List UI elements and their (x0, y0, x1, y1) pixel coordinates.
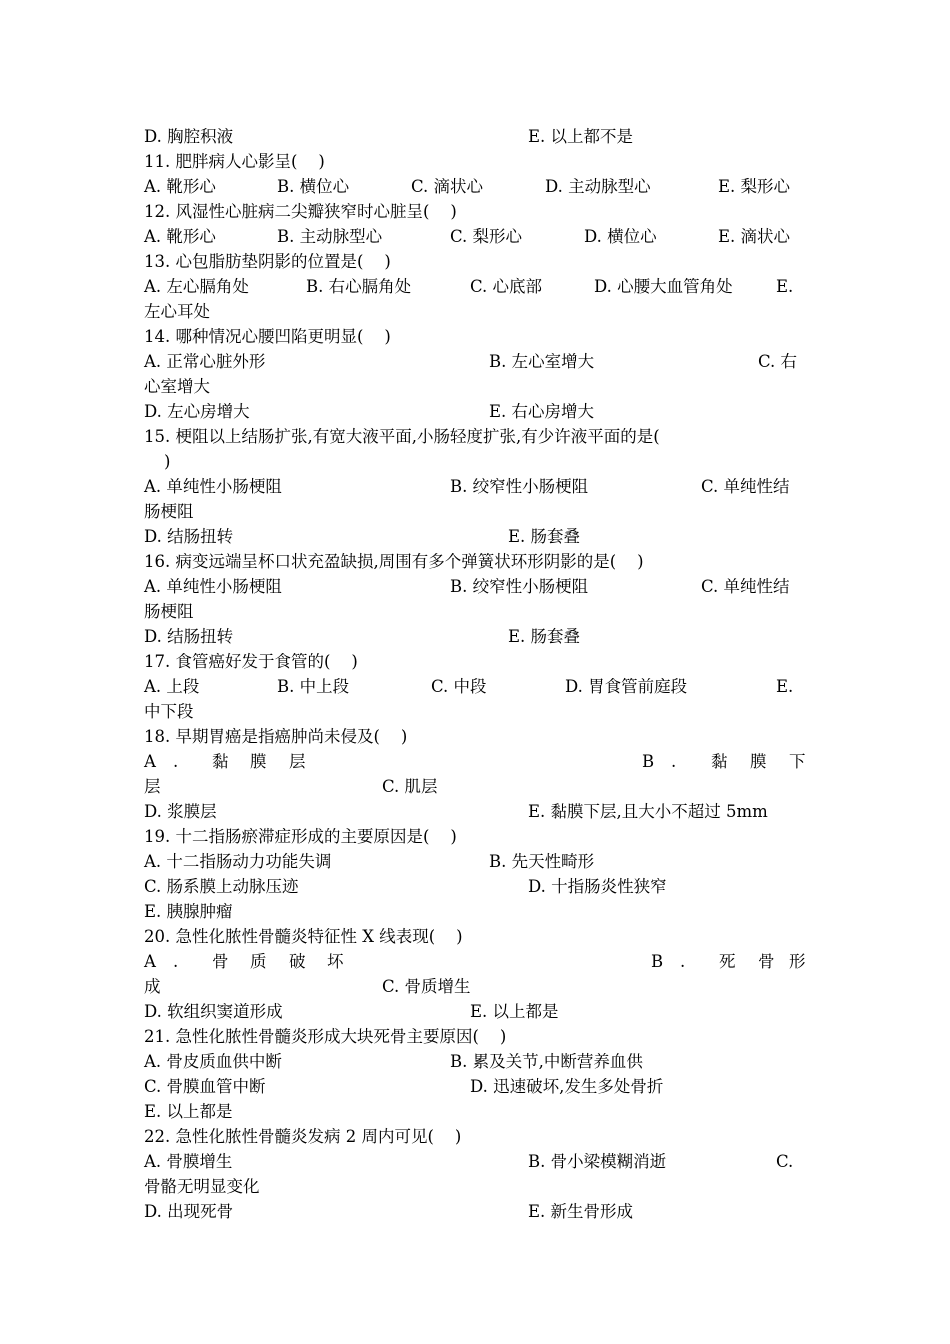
text-fragment: . (680, 952, 686, 971)
text-line (144, 625, 806, 649)
text-fragment: 12. 风湿性心脏病二尖瓣狭窄时心脏呈( ) (144, 202, 457, 221)
text-fragment: 层 (289, 752, 306, 771)
text-line (144, 225, 806, 249)
text-fragment: 黏 (711, 752, 728, 771)
text-line (144, 700, 806, 724)
text-fragment: C. 滴状心 (411, 177, 484, 196)
text-fragment: D. 迅速破坏,发生多处骨折 (470, 1077, 664, 1096)
text-line (144, 550, 806, 574)
text-fragment: 肠梗阻 (144, 502, 194, 521)
text-line (144, 850, 806, 874)
text-line (144, 300, 806, 324)
text-fragment: C. 肠系膜上动脉压迹 (144, 877, 299, 896)
text-fragment: E. 梨形心 (718, 177, 791, 196)
text-fragment: 层 (144, 777, 161, 796)
text-fragment: A. 骨皮质血供中断 (144, 1052, 282, 1071)
text-fragment: 骨 (758, 952, 775, 971)
text-fragment: E. (776, 277, 794, 296)
text-fragment: 骨 (212, 952, 229, 971)
text-fragment: E. 肠套叠 (508, 627, 581, 646)
text-fragment: A. 单纯性小肠梗阻 (144, 577, 282, 596)
text-fragment: D. 横位心 (584, 227, 657, 246)
text-line (144, 1200, 806, 1224)
text-line (144, 725, 806, 749)
text-fragment: C. 中段 (431, 677, 487, 696)
text-fragment: D. 软组织窦道形成 (144, 1002, 283, 1021)
text-line (144, 925, 806, 949)
text-fragment: B. 横位心 (277, 177, 350, 196)
text-fragment: 心室增大 (144, 377, 210, 396)
text-fragment: 下 (789, 752, 806, 771)
text-fragment: 形 (789, 952, 806, 971)
text-fragment: 21. 急性化脓性骨髓炎形成大块死骨主要原因( ) (144, 1027, 507, 1046)
text-fragment: 18. 早期胃癌是指癌肿尚未侵及( ) (144, 727, 408, 746)
text-fragment: 黏 (212, 752, 229, 771)
text-fragment: B. 左心室增大 (489, 352, 595, 371)
text-fragment: 膜 (750, 752, 767, 771)
text-line (144, 1050, 806, 1074)
text-fragment: E. 黏膜下层,且大小不超过 5mm (528, 802, 768, 821)
text-line (144, 600, 806, 624)
text-fragment: B. 主动脉型心 (277, 227, 383, 246)
text-fragment: B (642, 752, 655, 771)
text-fragment: 死 (719, 952, 736, 971)
text-fragment: 中下段 (144, 702, 194, 721)
text-fragment: D. 十指肠炎性狭窄 (528, 877, 667, 896)
text-line (144, 400, 806, 424)
text-fragment: A. 单纯性小肠梗阻 (144, 477, 282, 496)
text-fragment: B. 绞窄性小肠梗阻 (450, 477, 589, 496)
text-line (144, 1100, 806, 1124)
text-fragment: B. 绞窄性小肠梗阻 (450, 577, 589, 596)
text-line (144, 250, 806, 274)
text-line (144, 1000, 806, 1024)
text-line (144, 375, 806, 399)
text-fragment: E. 右心房增大 (489, 402, 595, 421)
text-fragment: E. 肠套叠 (508, 527, 581, 546)
text-fragment: B. 先天性畸形 (489, 852, 595, 871)
text-line (144, 1075, 806, 1099)
text-fragment: E. 新生骨形成 (528, 1202, 634, 1221)
text-line (144, 450, 806, 474)
text-fragment: C. 肌层 (382, 777, 438, 796)
text-fragment: B (651, 952, 664, 971)
text-fragment: 膜 (250, 752, 267, 771)
text-fragment: D. 主动脉型心 (545, 177, 651, 196)
text-fragment: 成 (144, 977, 161, 996)
text-fragment: B. 累及关节,中断营养血供 (450, 1052, 643, 1071)
text-fragment: D. 浆膜层 (144, 802, 217, 821)
text-fragment: A. 上段 (144, 677, 200, 696)
text-fragment: 骨骼无明显变化 (144, 1177, 260, 1196)
text-fragment: C. 单纯性结 (701, 477, 790, 496)
text-fragment: D. 心腰大血管角处 (594, 277, 733, 296)
text-fragment: E. 以上都是 (144, 1102, 233, 1121)
text-fragment: B. 中上段 (277, 677, 350, 696)
text-fragment: 14. 哪种情况心腰凹陷更明显( ) (144, 327, 391, 346)
text-line (144, 900, 806, 924)
text-fragment: E. 以上都是 (470, 1002, 559, 1021)
text-fragment: C. 梨形心 (450, 227, 523, 246)
text-line (144, 650, 806, 674)
text-fragment: 13. 心包脂肪垫阴影的位置是( ) (144, 252, 391, 271)
text-fragment: 质 (250, 952, 267, 971)
text-fragment: 22. 急性化脓性骨髓炎发病 2 周内可见( ) (144, 1127, 462, 1146)
text-fragment: . (173, 952, 179, 971)
text-fragment: 20. 急性化脓性骨髓炎特征性 X 线表现( ) (144, 927, 463, 946)
text-fragment: D. 出现死骨 (144, 1202, 234, 1221)
text-fragment: D. 胃食管前庭段 (565, 677, 688, 696)
text-line (144, 675, 806, 699)
text-line (144, 475, 806, 499)
text-line (144, 875, 806, 899)
text-fragment: B. 骨小梁模糊消逝 (528, 1152, 667, 1171)
text-fragment: C. 骨质增生 (382, 977, 471, 996)
text-fragment: B. 右心膈角处 (306, 277, 412, 296)
text-fragment: ) (164, 452, 171, 471)
text-fragment: A. 靴形心 (144, 177, 216, 196)
text-fragment: A. 十二指肠动力功能失调 (144, 852, 332, 871)
text-fragment: A. 靴形心 (144, 227, 216, 246)
text-line (144, 750, 806, 774)
text-line (144, 125, 806, 149)
text-line (144, 1150, 806, 1174)
text-fragment: E. (776, 677, 794, 696)
text-fragment: 16. 病变远端呈杯口状充盈缺损,周围有多个弹簧状环形阴影的是( ) (144, 552, 644, 571)
text-line (144, 950, 806, 974)
text-fragment: D. 胸腔积液 (144, 127, 234, 146)
text-line (144, 425, 806, 449)
text-line (144, 325, 806, 349)
text-fragment: C. 骨膜血管中断 (144, 1077, 266, 1096)
text-fragment: E. 胰腺肿瘤 (144, 902, 233, 921)
text-fragment: A (144, 952, 156, 971)
text-line (144, 575, 806, 599)
text-fragment: C. 单纯性结 (701, 577, 790, 596)
text-line (144, 275, 806, 299)
text-line (144, 150, 806, 174)
text-line (144, 975, 806, 999)
text-fragment: C. 右 (758, 352, 798, 371)
text-line (144, 525, 806, 549)
text-fragment: C. (776, 1152, 794, 1171)
text-fragment: 19. 十二指肠瘀滞症形成的主要原因是( ) (144, 827, 457, 846)
text-line (144, 500, 806, 524)
text-line (144, 350, 806, 374)
text-line (144, 825, 806, 849)
text-fragment: E. 滴状心 (718, 227, 791, 246)
text-fragment: . (671, 752, 677, 771)
text-line (144, 1175, 806, 1199)
text-line (144, 800, 806, 824)
text-fragment: 坏 (327, 952, 344, 971)
text-line (144, 1125, 806, 1149)
text-fragment: D. 左心房增大 (144, 402, 250, 421)
text-fragment: . (173, 752, 179, 771)
text-fragment: 11. 肥胖病人心影呈( ) (144, 152, 325, 171)
text-fragment: C. 心底部 (470, 277, 543, 296)
text-fragment: A. 左心膈角处 (144, 277, 249, 296)
text-fragment: 17. 食管癌好发于食管的( ) (144, 652, 358, 671)
text-fragment: 15. 梗阻以上结肠扩张,有宽大液平面,小肠轻度扩张,有少许液平面的是( (144, 427, 660, 446)
text-fragment: 肠梗阻 (144, 602, 194, 621)
text-line (144, 1025, 806, 1049)
text-fragment: 左心耳处 (144, 302, 210, 321)
text-line (144, 200, 806, 224)
text-fragment: D. 结肠扭转 (144, 627, 234, 646)
text-fragment: D. 结肠扭转 (144, 527, 234, 546)
text-line (144, 175, 806, 199)
text-fragment: A (144, 752, 156, 771)
text-line (144, 775, 806, 799)
text-fragment: A. 正常心脏外形 (144, 352, 266, 371)
text-fragment: E. 以上都不是 (528, 127, 634, 146)
text-fragment: 破 (289, 952, 306, 971)
text-fragment: A. 骨膜增生 (144, 1152, 233, 1171)
